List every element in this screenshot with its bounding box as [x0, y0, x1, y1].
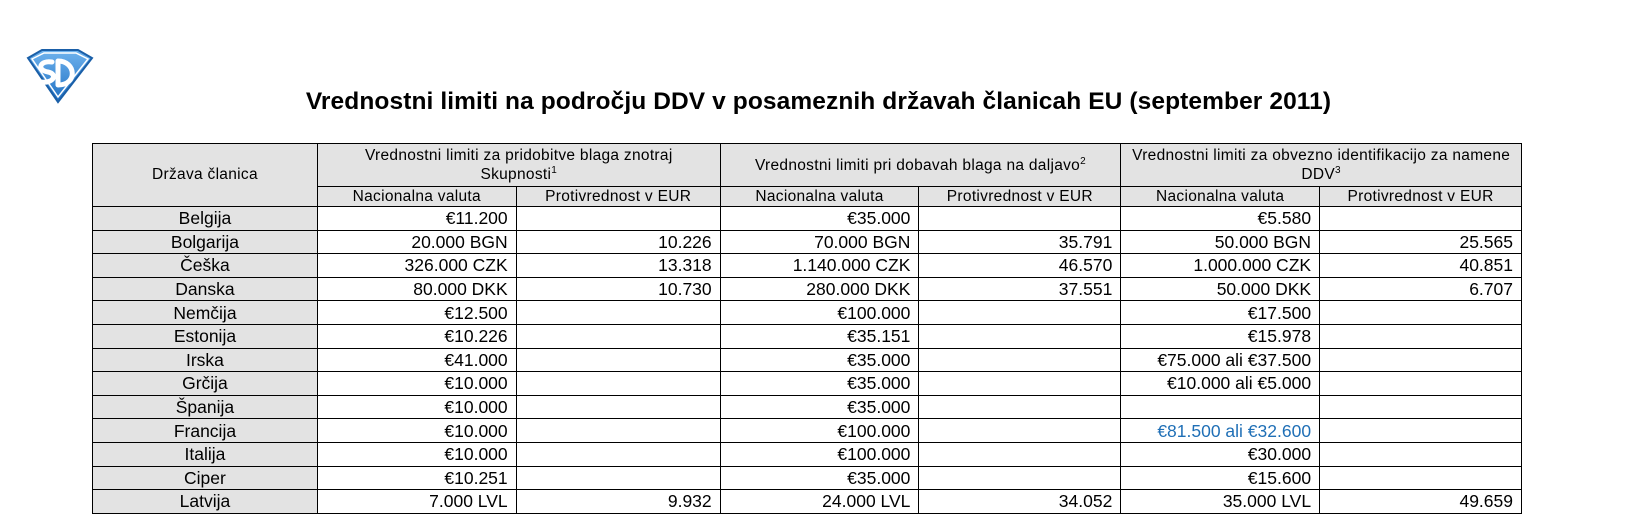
table-row	[93, 324, 1522, 348]
national-currency-cell: 50.000 BGN	[1121, 230, 1320, 254]
subheader-national-currency: Nacionalna valuta	[317, 187, 516, 207]
group-header-registration	[1121, 144, 1522, 187]
eur-equivalent-cell	[919, 419, 1121, 443]
country-cell: Španija	[93, 395, 318, 419]
eur-equivalent-cell	[919, 442, 1121, 466]
national-currency-cell: €100.000	[720, 301, 919, 325]
eur-equivalent-cell: 10.730	[516, 277, 720, 301]
national-currency-cell: €10.000	[317, 419, 516, 443]
group-header-acquisitions	[317, 144, 720, 187]
table-row	[93, 230, 1522, 254]
eur-equivalent-cell: 9.932	[516, 490, 720, 514]
subheader-national-currency: Nacionalna valuta	[1121, 187, 1320, 207]
eur-equivalent-cell	[1320, 348, 1522, 372]
eur-equivalent-cell: 25.565	[1320, 230, 1522, 254]
national-currency-cell: €41.000	[317, 348, 516, 372]
eur-equivalent-cell	[1320, 395, 1522, 419]
eur-equivalent-cell	[516, 419, 720, 443]
eur-equivalent-cell	[516, 395, 720, 419]
national-currency-cell: €17.500	[1121, 301, 1320, 325]
table-row	[93, 442, 1522, 466]
footnote-marker: 1	[551, 165, 558, 176]
national-currency-cell: €11.200	[317, 207, 516, 231]
eur-equivalent-cell: 13.318	[516, 254, 720, 278]
eur-equivalent-cell: 40.851	[1320, 254, 1522, 278]
national-currency-cell: €35.000	[720, 372, 919, 396]
country-cell: Grčija	[93, 372, 318, 396]
eur-equivalent-cell: 10.226	[516, 230, 720, 254]
country-cell: Italija	[93, 442, 318, 466]
eur-equivalent-cell: 37.551	[919, 277, 1121, 301]
country-cell: Latvija	[93, 490, 318, 514]
country-cell: Nemčija	[93, 301, 318, 325]
country-cell: Danska	[93, 277, 318, 301]
national-currency-cell: 1.140.000 CZK	[720, 254, 919, 278]
vat-limits-table	[92, 143, 1522, 514]
eur-equivalent-cell	[516, 348, 720, 372]
national-currency-cell: €12.500	[317, 301, 516, 325]
national-currency-cell: €10.000	[317, 395, 516, 419]
header-row-groups	[93, 144, 1522, 187]
national-currency-cell: 70.000 BGN	[720, 230, 919, 254]
eur-equivalent-cell	[1320, 301, 1522, 325]
national-currency-cell: €5.580	[1121, 207, 1320, 231]
national-currency-cell: €15.978	[1121, 324, 1320, 348]
table-row	[93, 372, 1522, 396]
group-header-label: Vrednostni limiti za pridobitve blaga znotraj Skupnosti	[364, 147, 673, 183]
national-currency-cell: €10.226	[317, 324, 516, 348]
national-currency-cell: €10.000 ali €5.000	[1121, 372, 1320, 396]
national-currency-cell: €35.151	[720, 324, 919, 348]
national-currency-cell: 7.000 LVL	[317, 490, 516, 514]
national-currency-cell	[1121, 395, 1320, 419]
country-cell: Francija	[93, 419, 318, 443]
table-row	[93, 207, 1522, 231]
footnote-marker: 2	[1080, 155, 1086, 167]
country-cell: Ciper	[93, 466, 318, 490]
eur-equivalent-cell	[1320, 324, 1522, 348]
eur-equivalent-cell	[1320, 419, 1522, 443]
table-row	[93, 466, 1522, 490]
national-currency-cell: 50.000 DKK	[1121, 277, 1320, 301]
national-currency-cell: €81.500 ali €32.600	[1121, 419, 1320, 443]
table-row	[93, 419, 1522, 443]
table-row	[93, 490, 1522, 514]
eur-equivalent-cell	[516, 442, 720, 466]
subheader-eur-equivalent: Protivrednost v EUR	[1320, 187, 1522, 207]
national-currency-cell: 80.000 DKK	[317, 277, 516, 301]
subheader-eur-equivalent: Protivrednost v EUR	[919, 187, 1121, 207]
national-currency-cell: €10.251	[317, 466, 516, 490]
eur-equivalent-cell: 35.791	[919, 230, 1121, 254]
eur-equivalent-cell	[516, 466, 720, 490]
country-cell: Bolgarija	[93, 230, 318, 254]
eur-equivalent-cell	[516, 324, 720, 348]
footnote-marker: 3	[1335, 165, 1341, 176]
group-header-distance-sales	[720, 144, 1121, 187]
eur-equivalent-cell: 49.659	[1320, 490, 1522, 514]
group-header-label: Vrednostni limiti pri dobavah blaga na daljavo	[754, 156, 1081, 174]
national-currency-cell: €10.000	[317, 442, 516, 466]
national-currency-cell: 280.000 DKK	[720, 277, 919, 301]
eur-equivalent-cell	[1320, 207, 1522, 231]
subheader-national-currency: Nacionalna valuta	[720, 187, 919, 207]
country-cell: Belgija	[93, 207, 318, 231]
national-currency-cell: 24.000 LVL	[720, 490, 919, 514]
national-currency-cell: €75.000 ali €37.500	[1121, 348, 1320, 372]
table-row	[93, 277, 1522, 301]
national-currency-cell: 20.000 BGN	[317, 230, 516, 254]
eur-equivalent-cell	[1320, 466, 1522, 490]
country-cell: Estonija	[93, 324, 318, 348]
national-currency-cell: €100.000	[720, 442, 919, 466]
national-currency-cell: €35.000	[720, 348, 919, 372]
eur-equivalent-cell	[516, 207, 720, 231]
eur-equivalent-cell	[919, 207, 1121, 231]
national-currency-cell: €35.000	[720, 207, 919, 231]
eur-equivalent-cell	[919, 372, 1121, 396]
national-currency-cell: €15.600	[1121, 466, 1320, 490]
eur-equivalent-cell	[919, 301, 1121, 325]
national-currency-cell: €100.000	[720, 419, 919, 443]
table-row	[93, 348, 1522, 372]
national-currency-cell: 326.000 CZK	[317, 254, 516, 278]
eur-equivalent-cell	[919, 395, 1121, 419]
page-title: Vrednostni limiti na področju DDV v posameznih državah članicah EU (september 2011)	[305, 88, 1332, 115]
country-cell: Irska	[93, 348, 318, 372]
eur-equivalent-cell	[516, 301, 720, 325]
national-currency-cell: €30.000	[1121, 442, 1320, 466]
national-currency-cell: 1.000.000 CZK	[1121, 254, 1320, 278]
eur-equivalent-cell: 34.052	[919, 490, 1121, 514]
national-currency-cell: 35.000 LVL	[1121, 490, 1320, 514]
eur-equivalent-cell	[919, 348, 1121, 372]
national-currency-cell: €35.000	[720, 395, 919, 419]
country-cell: Češka	[93, 254, 318, 278]
country-column-header: Država članica	[93, 144, 318, 207]
eur-equivalent-cell: 6.707	[1320, 277, 1522, 301]
eur-equivalent-cell	[1320, 442, 1522, 466]
eur-equivalent-cell	[919, 466, 1121, 490]
group-header-label: Vrednostni limiti za obvezno identifikacijo za namene DDV	[1132, 147, 1511, 183]
eur-equivalent-cell	[1320, 372, 1522, 396]
national-currency-cell: €35.000	[720, 466, 919, 490]
table-body	[93, 207, 1522, 514]
eur-equivalent-cell	[919, 324, 1121, 348]
eur-equivalent-cell: 46.570	[919, 254, 1121, 278]
national-currency-cell: €10.000	[317, 372, 516, 396]
table-row	[93, 301, 1522, 325]
table-row	[93, 254, 1522, 278]
eur-equivalent-cell	[516, 372, 720, 396]
table-row	[93, 395, 1522, 419]
subheader-eur-equivalent: Protivrednost v EUR	[516, 187, 720, 207]
